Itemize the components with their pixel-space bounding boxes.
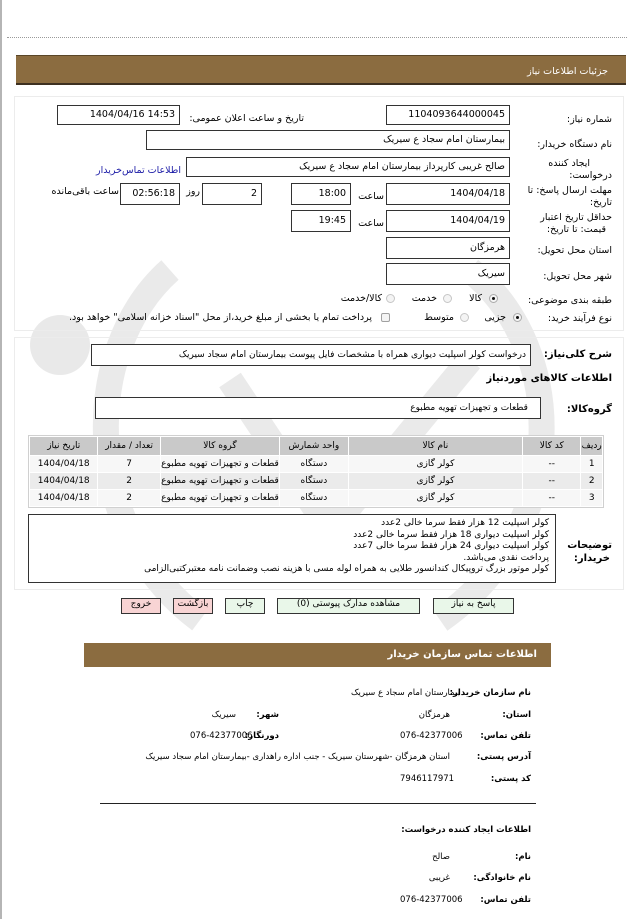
buyer-note-line: پرداخت نقدی می‌باشد. xyxy=(463,552,549,563)
goods-section-title: اطلاعات کالاهای موردنیاز xyxy=(486,373,612,384)
cell-group: قطعات و تجهیزات تهویه مطبوع xyxy=(161,473,279,489)
cell-qty: 2 xyxy=(98,490,159,506)
deadline-label-line2: تاریخ: xyxy=(589,197,612,208)
need-number-label: شماره نیاز: xyxy=(566,114,612,125)
category-radio-goods[interactable] xyxy=(489,294,498,303)
general-description-label: شرح کلی‌نیاز: xyxy=(543,349,612,360)
validity-time-label: ساعت xyxy=(358,218,384,229)
buyer-notes-label-line2: خریدار: xyxy=(573,553,610,564)
col-group: گروه کالا xyxy=(161,437,279,455)
validity-date-field: 1404/04/19 xyxy=(386,210,510,232)
contact-fax-label: دورنگار: xyxy=(244,731,279,741)
contact-postal-value: 7946117971 xyxy=(400,774,455,784)
cell-row: 1 xyxy=(581,456,602,472)
deadline-date-field: 1404/04/18 xyxy=(386,183,510,205)
cell-row: 2 xyxy=(581,473,602,489)
cell-date: 1404/04/18 xyxy=(30,456,97,472)
col-date: تاریخ نیاز xyxy=(30,437,97,455)
buyer-note-line: کولر اسپلیت دیواری 18 هزار فقط سرما خالی 2عدد xyxy=(353,529,549,540)
creator-section-title: اطلاعات ایجاد کننده درخواست: xyxy=(401,825,531,835)
cell-group: قطعات و تجهیزات تهویه مطبوع xyxy=(161,456,279,472)
buyer-org-label: نام دستگاه خریدار: xyxy=(537,139,612,150)
creator-last-name-value: غریبی xyxy=(428,873,450,883)
cell-name: کولر گازی xyxy=(349,490,523,506)
cell-unit: دستگاه xyxy=(280,456,347,472)
contact-divider xyxy=(100,803,536,804)
table-row xyxy=(30,490,602,506)
need-details-title: جزئیات اطلاعات نیاز xyxy=(527,66,608,77)
contact-org-value: بیمارستان امام سجاد ع سیریک xyxy=(350,688,460,698)
remaining-time-label: ساعت باقی‌مانده xyxy=(51,186,119,197)
cell-code: -- xyxy=(523,490,580,506)
contact-address-label: آدرس پستی: xyxy=(476,752,531,762)
deadline-time-field: 18:00 xyxy=(291,183,351,205)
delivery-province-field: هرمزگان xyxy=(386,237,510,259)
exit-button[interactable]: خروج xyxy=(121,598,161,614)
category-label: طبقه بندی موضوعی: xyxy=(527,295,612,306)
remaining-days-field: 2 xyxy=(202,183,262,205)
general-description-field: درخواست کولر اسپلیت دیواری همراه با مشخصات فایل پیوست بیمارستان امام سجاد سیریک xyxy=(91,344,531,366)
goods-table-header xyxy=(30,437,602,455)
back-button[interactable]: بازگشت xyxy=(173,598,213,614)
col-qty: تعداد / مقدار xyxy=(98,437,159,455)
cell-date: 1404/04/18 xyxy=(30,473,97,489)
cell-group: قطعات و تجهیزات تهویه مطبوع xyxy=(161,490,279,506)
validity-label-line2: قیمت: تا تاریخ: xyxy=(546,224,606,235)
days-label: روز xyxy=(186,186,200,197)
buyer-contact-header xyxy=(84,643,551,667)
page-left-border xyxy=(0,0,2,919)
cell-name: کولر گازی xyxy=(349,473,523,489)
validity-label-line1: حداقل تاریخ اعتبار xyxy=(540,212,612,223)
contact-phone-value: 076-42377006 xyxy=(400,731,463,741)
buyer-note-line: کولر اسپلیت 12 هزار فقط سرما خالی 2عدد xyxy=(381,518,549,528)
cell-code: -- xyxy=(523,456,580,472)
contact-province-label: استان: xyxy=(502,710,531,720)
treasury-checkbox-label: پرداخت تمام یا بخشی از مبلغ خرید،از محل "اسناد خزانه اسلامی" خواهد بود. xyxy=(69,312,372,323)
goods-group-field: قطعات و تجهیزات تهویه مطبوع xyxy=(95,397,541,419)
cell-date: 1404/04/18 xyxy=(30,490,97,506)
cell-row: 3 xyxy=(581,490,602,506)
cell-unit: دستگاه xyxy=(280,490,347,506)
remaining-time-field: 02:56:18 xyxy=(120,183,180,205)
reply-to-need-button[interactable]: پاسخ به نیاز xyxy=(433,598,514,614)
contact-city-label: شهر: xyxy=(256,710,279,720)
category-radio-service[interactable] xyxy=(443,294,452,303)
contact-province-value: هرمزگان xyxy=(418,710,450,720)
delivery-city-label: شهر محل تحویل: xyxy=(543,271,612,282)
delivery-city-field: سیریک xyxy=(386,263,510,285)
creator-field: صالح غریبی کارپرداز بیمارستان امام سجاد ع سیریک xyxy=(186,157,510,177)
treasury-checkbox[interactable] xyxy=(381,313,390,322)
contact-address-value: استان هرمزگان -شهرستان سیریک - جنب اداره راهداری -بیمارستان امام سجاد سیریک xyxy=(145,752,450,762)
validity-time-field: 19:45 xyxy=(291,210,351,232)
top-divider xyxy=(7,37,627,38)
category-option-service: خدمت xyxy=(411,293,437,304)
buyer-notes-label-line1: توضیحات xyxy=(567,540,612,551)
contact-postal-label: کد پستی: xyxy=(490,774,531,784)
cell-code: -- xyxy=(523,473,580,489)
buyer-contact-link[interactable]: اطلاعات تماس‌خریدار xyxy=(96,165,181,176)
creator-first-name-label: نام: xyxy=(514,852,531,862)
cell-qty: 2 xyxy=(98,473,159,489)
contact-city-value: سیریک xyxy=(211,710,236,720)
buyer-org-field: بیمارستان امام سجاد ع سیریک xyxy=(146,130,510,150)
goods-group-label: گروه‌کالا: xyxy=(566,404,612,415)
buyer-contact-title: اطلاعات تماس سازمان خریدار xyxy=(387,649,537,660)
buyer-notes-box xyxy=(28,514,556,583)
process-radio-medium[interactable] xyxy=(460,313,469,322)
col-row: ردیف xyxy=(581,437,602,455)
creator-label-line1: ایجاد کننده xyxy=(548,158,590,169)
buyer-note-line: کولر اسپلیت دیواری 24 هزار فقط سرما خالی 7عدد xyxy=(353,541,549,551)
contact-fax-value: 076-42377006 xyxy=(190,731,253,741)
col-name: نام کالا xyxy=(349,437,523,455)
table-row xyxy=(30,473,602,489)
creator-first-name-value: صالح xyxy=(432,852,450,862)
col-code: کد کالا xyxy=(523,437,580,455)
creator-last-name-label: نام خانوادگی: xyxy=(473,873,531,883)
process-option-minor: جزیی xyxy=(484,312,506,323)
creator-label-line2: درخواست: xyxy=(569,170,612,181)
category-radio-goods-service[interactable] xyxy=(386,294,395,303)
cell-name: کولر گازی xyxy=(349,456,523,472)
cell-qty: 7 xyxy=(98,456,159,472)
cell-unit: دستگاه xyxy=(280,473,347,489)
buyer-note-line: کولر موتور بزرگ تروپیکال کندانسور طلایی به همراه لوله مسی با هزینه نصب وضمانت نامه معتبرکتبی‌الزامی xyxy=(144,564,549,574)
need-number-field: 1104093644000045 xyxy=(386,105,510,125)
announce-date-field: 1404/04/16 14:53 xyxy=(57,105,180,125)
category-option-goods: کالا xyxy=(469,293,482,304)
contact-org-label: نام سازمان خریدار: xyxy=(449,688,531,698)
creator-phone-label: تلفن تماس: xyxy=(480,895,531,905)
deadline-time-label: ساعت xyxy=(358,191,384,202)
col-unit: واحد شمارش xyxy=(280,437,347,455)
need-details-header xyxy=(16,55,626,85)
announce-date-label: تاریخ و ساعت اعلان عمومی: xyxy=(189,113,304,124)
print-button[interactable]: چاپ xyxy=(225,598,265,614)
creator-phone-value: 076-42377006 xyxy=(400,895,463,905)
deadline-label-line1: مهلت ارسال پاسخ: تا xyxy=(527,185,612,196)
process-option-medium: متوسط xyxy=(424,312,454,323)
goods-table xyxy=(28,435,604,508)
delivery-province-label: استان محل تحویل: xyxy=(537,245,612,256)
view-attachments-button[interactable]: مشاهده مدارک پیوستی (0) xyxy=(277,598,420,614)
process-radio-minor[interactable] xyxy=(513,313,522,322)
table-row xyxy=(30,456,602,472)
contact-phone-label: تلفن تماس: xyxy=(480,731,531,741)
process-type-label: نوع فرآیند خرید: xyxy=(547,313,612,324)
category-option-goods-service: کالا/خدمت xyxy=(340,293,382,304)
